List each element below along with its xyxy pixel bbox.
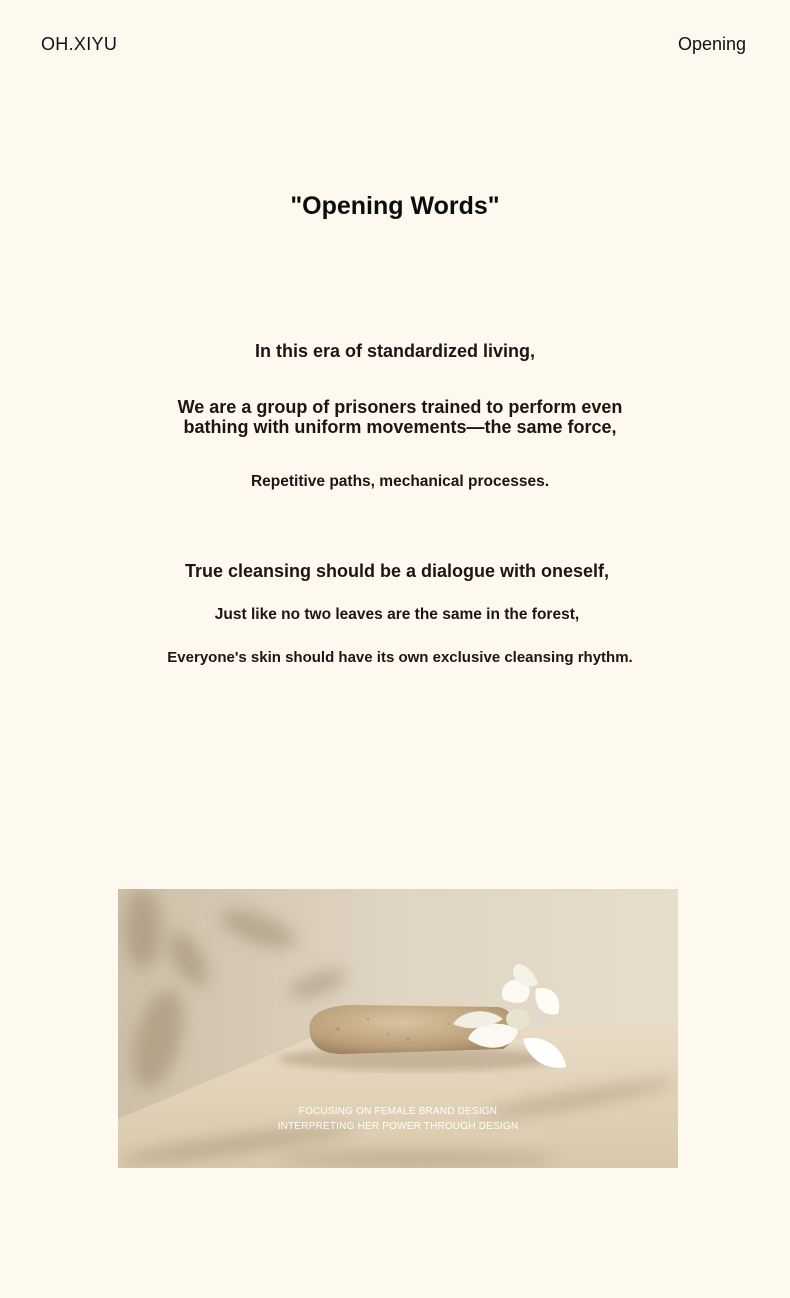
photo-caption-line-1: FOCUSING ON FEMALE BRAND DESIGN bbox=[298, 1106, 498, 1117]
intro-line-1: In this era of standardized living, bbox=[254, 341, 536, 361]
hero-photo bbox=[118, 889, 678, 1168]
intro-line-2b: bathing with uniform movements—the same force, bbox=[183, 417, 617, 437]
intro-line-2 bbox=[0, 397, 790, 437]
brand-logo[interactable]: OH.XIYU bbox=[41, 34, 118, 54]
intro-line-6: Everyone's skin should have its own exclusive cleansing rhythm. bbox=[167, 649, 633, 666]
intro-line-4: True cleansing should be a dialogue with oneself, bbox=[184, 561, 610, 581]
intro-line-5: Just like no two leaves are the same in the forest, bbox=[214, 606, 580, 623]
nav-opening-link[interactable]: Opening bbox=[677, 34, 746, 54]
intro-line-2a: We are a group of prisoners trained to perform even bbox=[177, 397, 623, 417]
page-title: "Opening Words" bbox=[290, 192, 500, 220]
photo-caption-line-2: INTERPRETING HER POWER THROUGH DESIGN bbox=[277, 1121, 519, 1132]
intro-line-3: Repetitive paths, mechanical processes. bbox=[250, 473, 550, 490]
